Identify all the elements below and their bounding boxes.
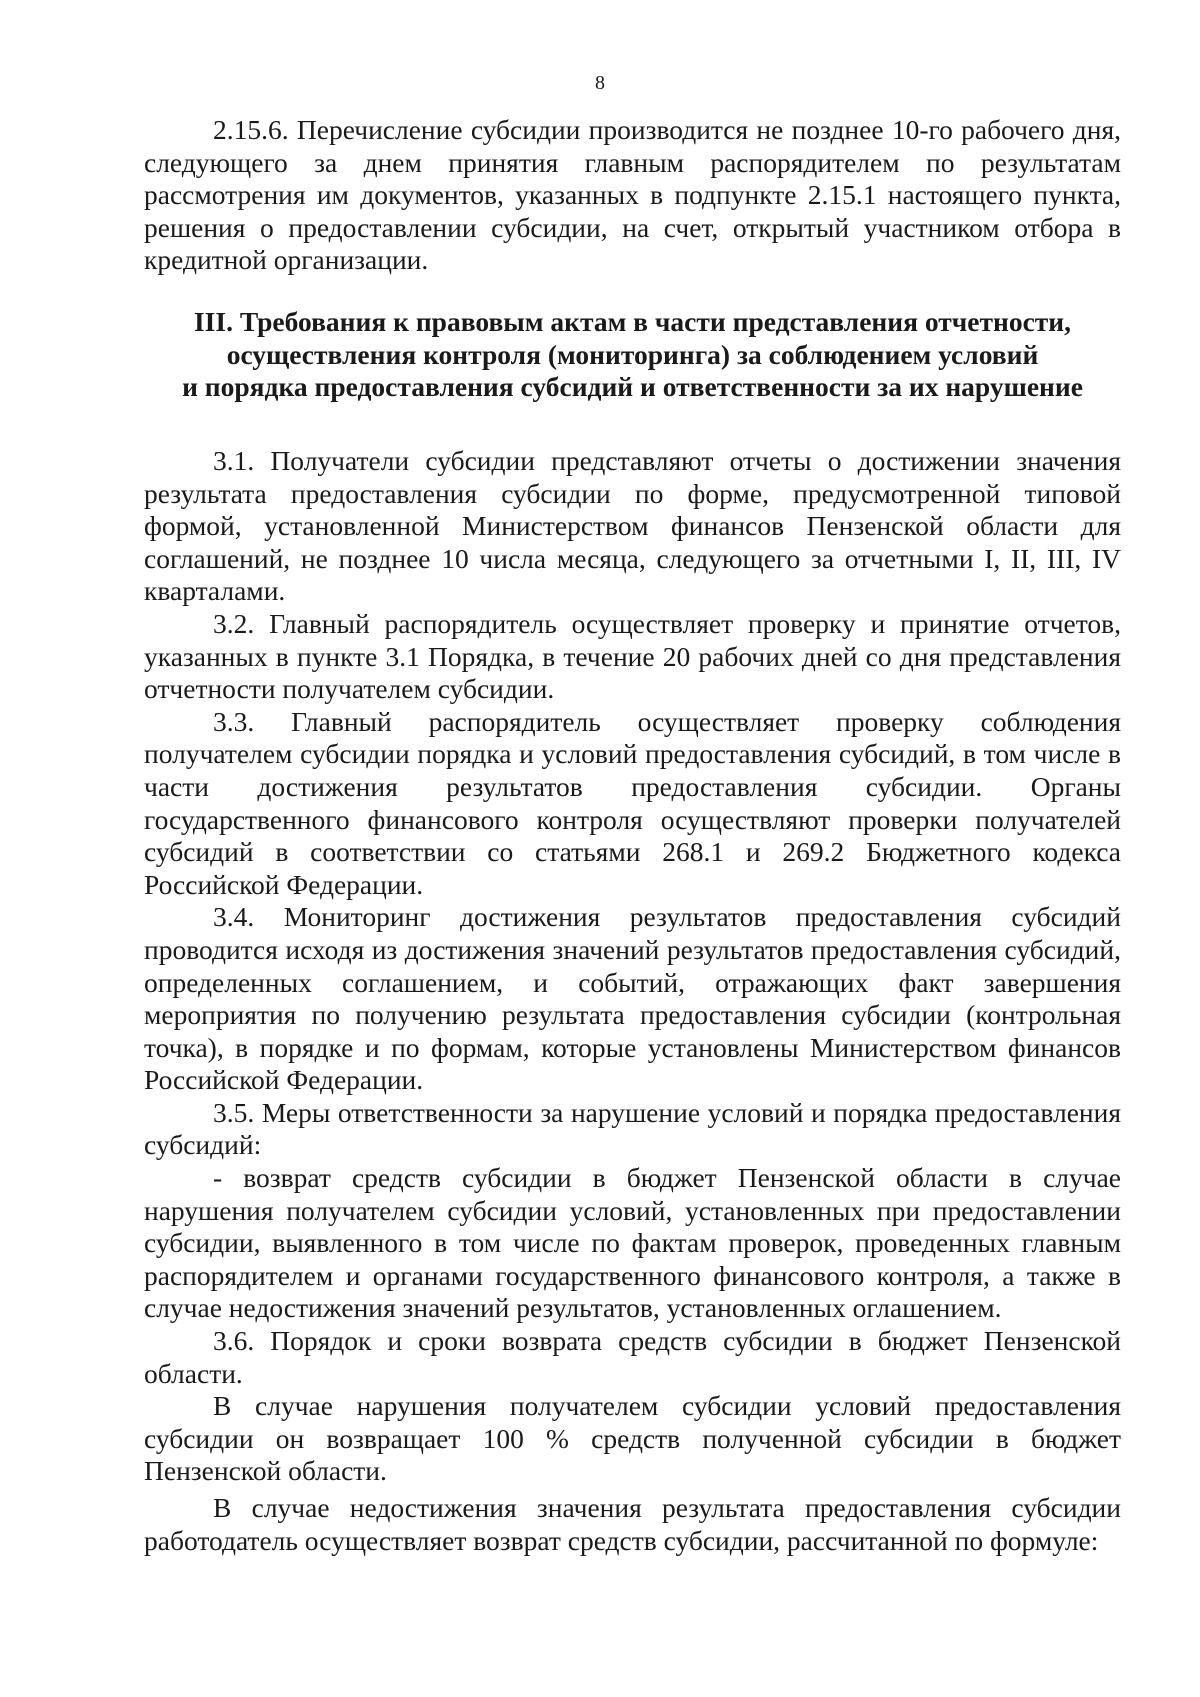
paragraph-3-6: 3.6. Порядок и сроки возврата средств субсидии в бюджет Пензенской области. [144, 1325, 1121, 1389]
paragraph-3-4: 3.4. Мониторинг достижения результатов предоставления субсидий проводится исходя из достижения значений результатов предоставления субсидий, определенных соглашением, и событий, отражающих факт завершения мероприятия по получению результата предоставления субсидии (контрольная точка), в порядке и по формам, которые установлены Министерством финансов Российской Федерации. [144, 901, 1121, 1096]
paragraph-3-5-item: - возврат средств субсидии в бюджет Пензенской области в случае нарушения получателем субсидии условий, установленных при предоставлении субсидии, выявленного в том числе по фактам проверок, проведенных главным распорядителем и органами государственного финансового контроля, а также в случае недостижения значений результатов, установленных оглашением. [144, 1162, 1121, 1324]
section-heading-line-2: осуществления контроля (мониторинга) за соблюдением условий [226, 338, 1039, 370]
paragraph-3-6-shortfall: В случае недостижения значения результата предоставления субсидии работодатель осуществляет возврат средств субсидии, рассчитанной по формуле: [144, 1492, 1121, 1556]
section-heading-line-3: и порядка предоставления субсидий и ответственности за их нарушение [182, 371, 1083, 403]
page-number: 8 [595, 72, 605, 94]
paragraph-3-6-violation: В случае нарушения получателем субсидии условий предоставления субсидии он возвращает 100 % средств полученной субсидии в бюджет Пензенской области. [144, 1390, 1121, 1487]
section-heading-line-1: III. Требования к правовым актам в части представления отчетности, [193, 306, 1072, 337]
paragraph-3-1: 3.1. Получатели субсидии представляют отчеты о достижении значения результата предоставления субсидии по форме, предусмотренной типовой формой, установленной Министерством финансов Пензенской области для соглашений, не позднее 10 числа месяца, следующего за отчетными I, II, III, IV кварталами. [144, 445, 1121, 607]
paragraph-3-2: 3.2. Главный распорядитель осуществляет проверку и принятие отчетов, указанных в пункте 3.1 Порядка, в течение 20 рабочих дней со дня представления отчетности получателем субсидии. [144, 607, 1121, 705]
section-3-heading [144, 306, 1121, 404]
paragraph-2-15-6: 2.15.6. Перечисление субсидии производится не позднее 10-го рабочего дня, следующего за днем принятия главным распорядителем по результатам рассмотрения им документов, указанных в подпункте 2.15.1 настоящего пункта, решения о предоставлении субсидии, на счет, открытый участником отбора в кредитной организации. [144, 114, 1121, 276]
paragraph-3-3: 3.3. Главный распорядитель осуществляет проверку соблюдения получателем субсидии порядка и условий предоставления субсидий, в том числе в части достижения результатов предоставления субсидии. Органы государственного финансового контроля осуществляют проверки получателей субсидий в соответствии со статьями 268.1 и 269.2 Бюджетного кодекса Российской Федерации. [144, 705, 1121, 900]
section-3-text [144, 445, 1121, 1557]
paragraph-3-5: 3.5. Меры ответственности за нарушение условий и порядка предоставления субсидий: [144, 1096, 1121, 1161]
section-2-text [144, 114, 1121, 277]
